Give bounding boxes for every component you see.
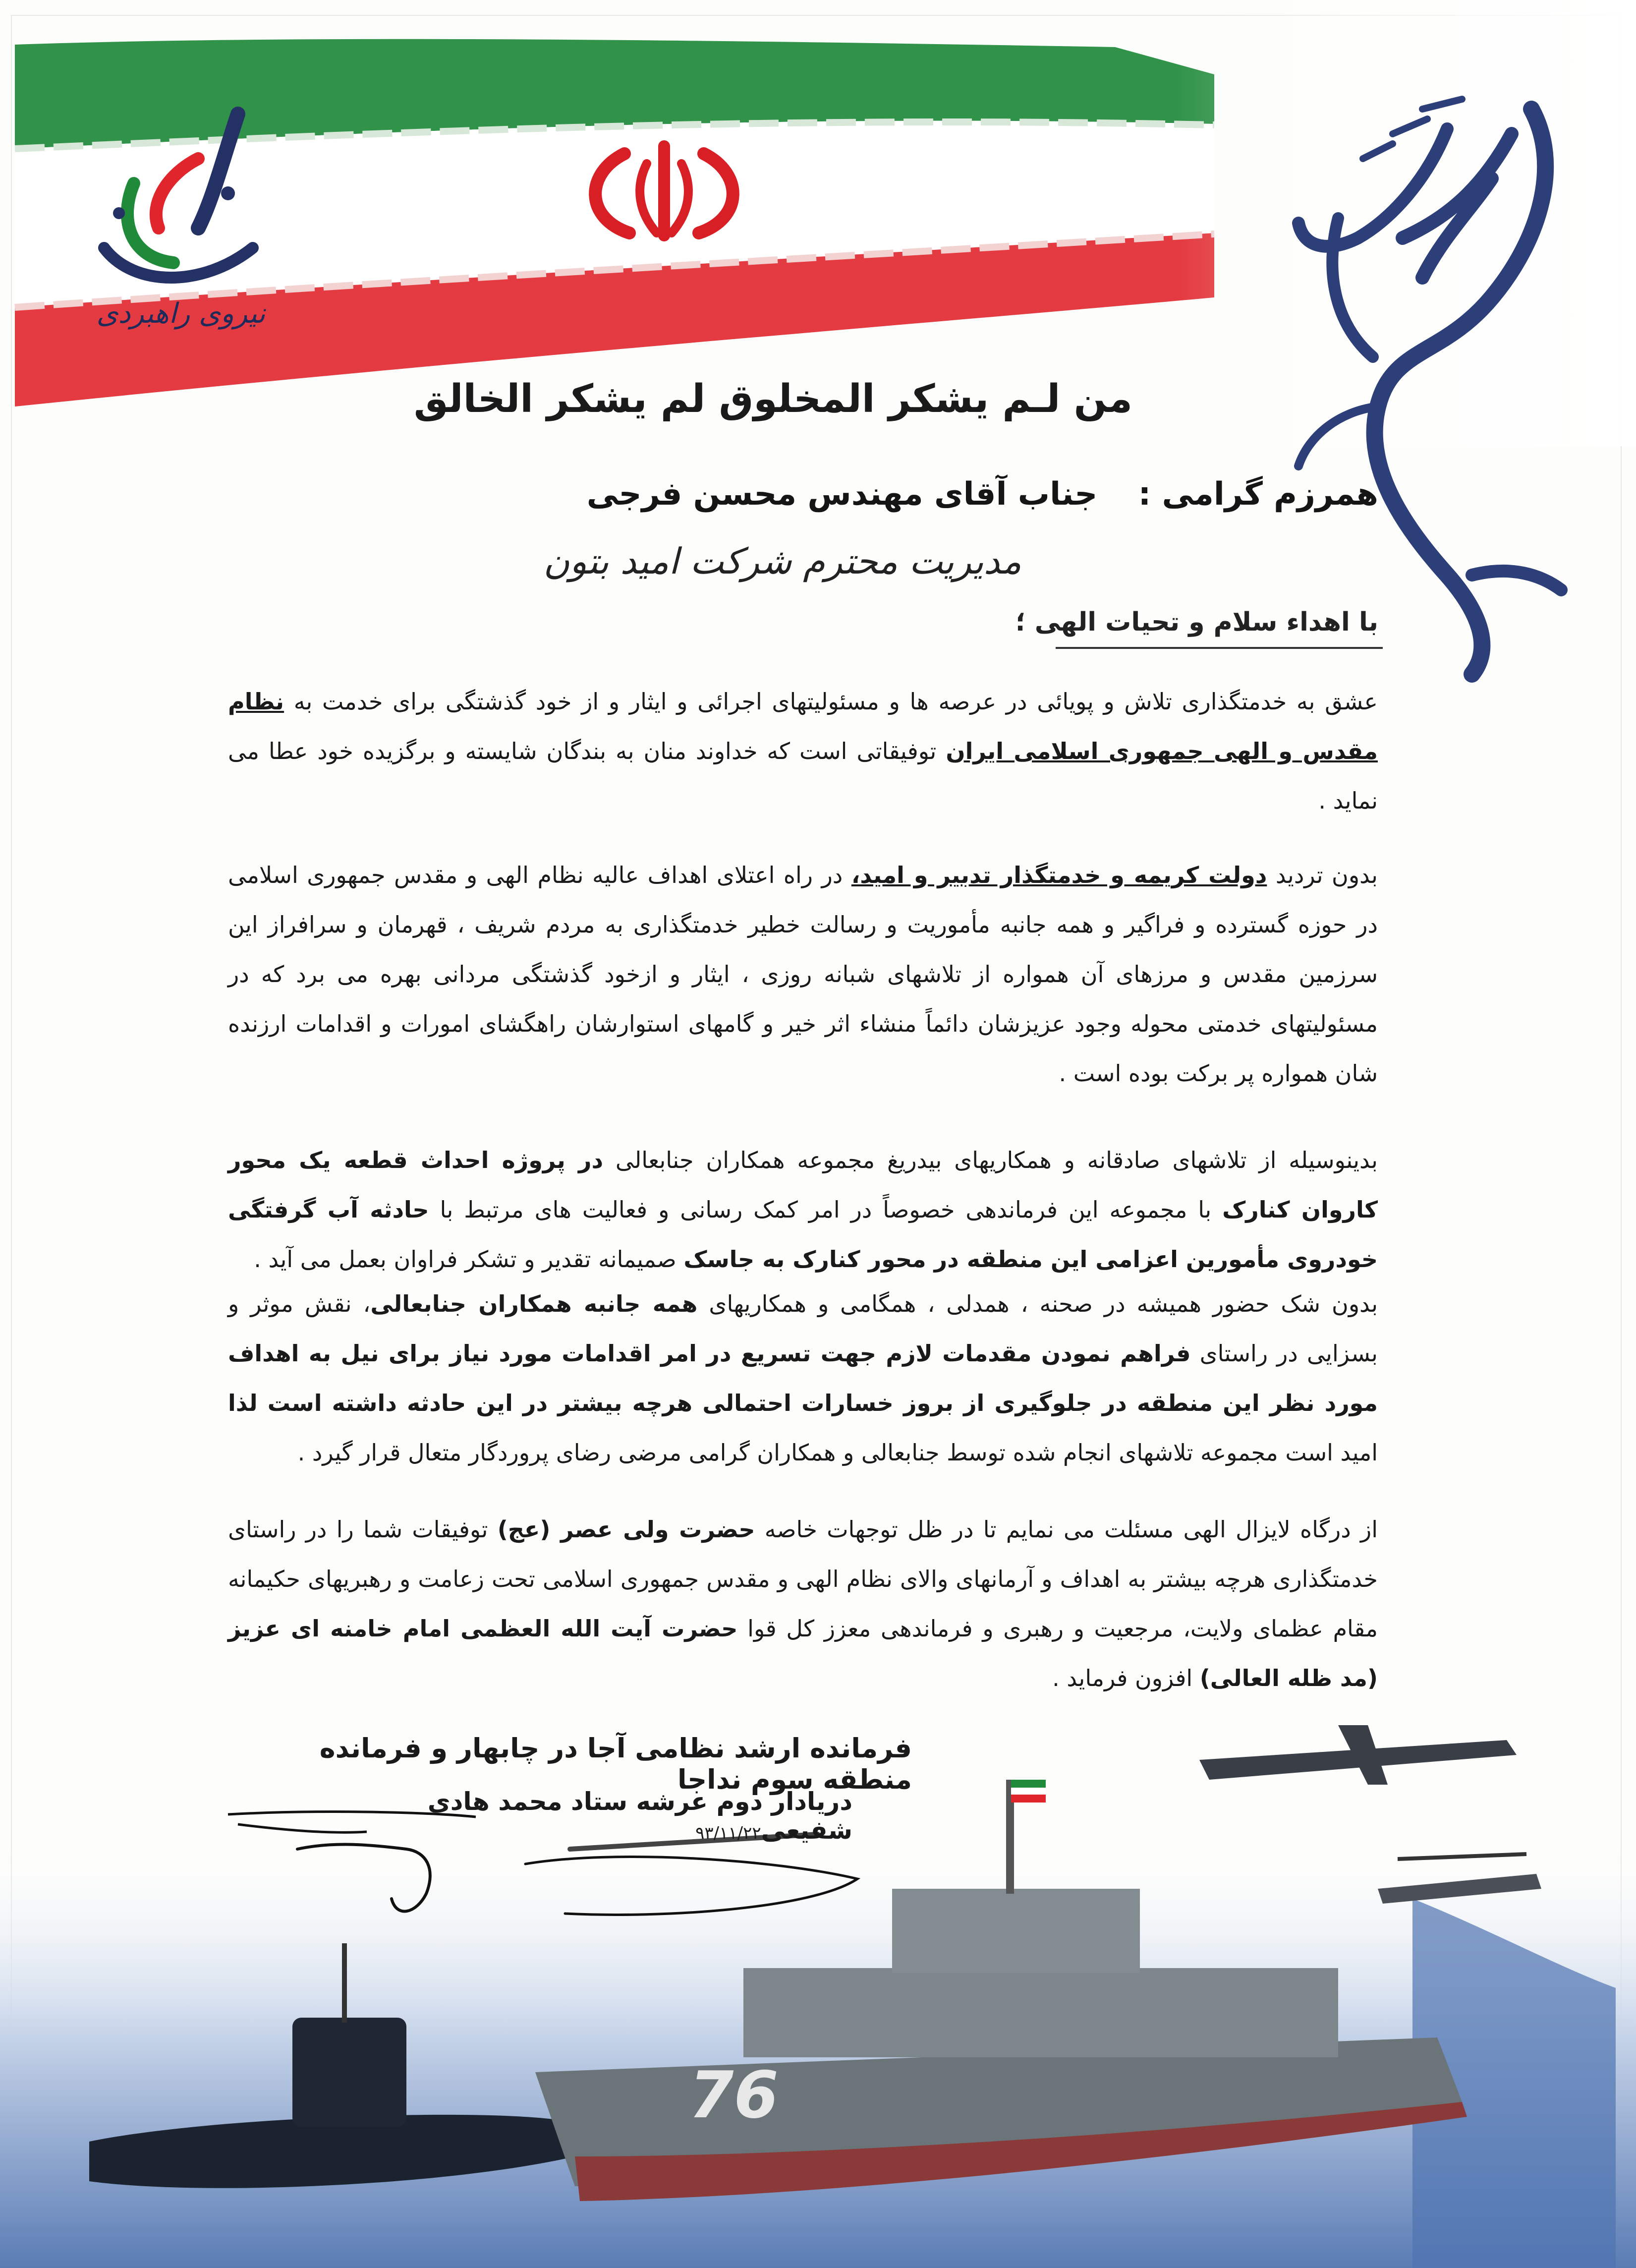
p3-text-a: بدینوسیله از تلاشهای صادقانه و همکاریهای بیدریغ مجموعه همکاران جنابعالی bbox=[603, 1147, 1378, 1173]
motto-heading: من لـم يشكر المخلوق لم يشكر الخالق bbox=[413, 377, 1133, 421]
paragraph-5 bbox=[228, 1505, 1378, 1703]
signature-date: ۹۳/۱۱/۲۲ bbox=[695, 1823, 761, 1843]
p3-text-bold-1: در پروژه احداث قطعه یک محور کاروان کنارک bbox=[228, 1147, 1378, 1223]
p4-text-bold-2: فراهم نمودن مقدمات لازم جهت تسریع در امر اقدامات مورد نیاز برای نیل به اهداف مورد نظر این منطقه در جلوگیری از بروز خسارات احتمالی هرچه بیشتر در این حادثه داشته است لذا bbox=[228, 1340, 1378, 1416]
p4-text-e: امید است مجموعه تلاشهای انجام شده توسط جنابعالی و همکاران گرامی مرضی رضای پروردگار متعال قرار گیرد . bbox=[297, 1439, 1378, 1466]
handwritten-signature-icon bbox=[218, 1795, 872, 1923]
basmala-calligraphy-icon bbox=[1214, 89, 1591, 684]
addressee-name: جناب آقای مهندس محسن فرجی bbox=[586, 476, 1098, 513]
p5-text-e: افزون فرماید . bbox=[1052, 1665, 1200, 1691]
signatory-title: فرمانده ارشد نظامی آجا در چابهار و فرمانده منطقه سوم نداجا bbox=[319, 1733, 912, 1795]
paragraph-3 bbox=[228, 1135, 1378, 1284]
addressee-title: مدیریت محترم شرکت امید بتون bbox=[543, 540, 1021, 582]
greeting: با اهداء سلام و تحیات الهی ؛ bbox=[1015, 607, 1378, 637]
p3-text-e: صمیمانه تقدیر و تشکر فراوان بعمل می آید . bbox=[254, 1246, 684, 1273]
paragraph-1 bbox=[228, 677, 1378, 825]
p5-text-c: توفیقات شما را در راستای خدمتگذاری هرچه بیشتر به اهداف و آرمانهای والای نظام الهی و مقدس جمهوری اسلامی تحت زعامت و رهبریهای حکیمانه مقام عظمای ولایت، مرجعیت و رهبری و فرماندهی معزز کل قوا bbox=[228, 1516, 1378, 1642]
p2-text-a: بدون تردید bbox=[1267, 862, 1378, 888]
paragraph-4 bbox=[228, 1279, 1378, 1477]
p4-text-bold-1: همه جانبه همکاران جنابعالی bbox=[370, 1290, 698, 1317]
p5-text-a: از درگاه لایزال الهی مسئلت می نمایم تا در ظل توجهات خاصه bbox=[755, 1516, 1378, 1543]
signatory-name: دریادار دوم عرشه ستاد محمد هادی شفیعی bbox=[427, 1787, 852, 1845]
navy-logo-subtext: نیروی راهبردی bbox=[96, 297, 266, 330]
paragraph-2 bbox=[228, 850, 1378, 1098]
p4-text-c: ، نقش موثر و بسزایی در راستای bbox=[228, 1290, 1378, 1367]
p3-text-bold-2: حادثه آب گرفتگی خودروی مأمورین اعزامی این منطقه در محور کنارک به جاسک bbox=[228, 1196, 1378, 1273]
addressee-line bbox=[338, 476, 1378, 513]
p1-text-a: عشق به خدمتگذاری تلاش و پویائی در عرصه ها و مسئولیتهای اجرائی و ایثار و از خود گذشتگی برای خدمت به bbox=[284, 688, 1378, 715]
greeting-underline bbox=[1056, 647, 1383, 649]
p1-text-bold: نظام مقدس و الهی جمهوری اسلامی ایران bbox=[228, 688, 1378, 764]
p1-text-c: توفیقاتی است که خداوند منان به بندگان شایسته و برگزیده خود عطا می نماید . bbox=[228, 738, 1378, 814]
iran-emblem-icon bbox=[565, 134, 763, 248]
p5-text-bold-2: حضرت آیت الله العظمی امام خامنه ای عزیز (مد ظله العالی) bbox=[228, 1615, 1378, 1691]
ship-hull-number: 76 bbox=[689, 2057, 779, 2133]
addressee-label: همرزم گرامی : bbox=[1138, 476, 1378, 513]
p2-text-c: در راه اعتلای اهداف عالیه نظام الهی و مقدس جمهوری اسلامی در حوزه گسترده و فراگیر و همه جانبه مأموریت و رسالت خطیر خدمتگذاری به مردم شریف ، قهرمان و سرافراز این سرزمین مقدس و مرزهای آن همواره از تلاشهای شبانه روزی ، ایثار و ازخود گذشتگی مردانی بهره می برد که در مسئولیتهای خدمتی محوله وجود عزیزشان دائماً منشاء اثر خیر و گامهای استوارشان راهگشای امورات و اقدامات ارزنده شان همواره پر برکت بوده است . bbox=[228, 862, 1378, 1087]
p3-text-c: با مجموعه این فرماندهی خصوصاً در امر کمک رسانی و فعالیت های مرتبط با bbox=[429, 1196, 1223, 1223]
p5-text-bold-1: حضرت ولی عصر (عج) bbox=[497, 1516, 755, 1543]
p4-text-a: بدون شک حضور همیشه در صحنه ، همدلی ، همگامی و همکاریهای bbox=[697, 1290, 1378, 1317]
p2-text-bold: دولت کریمه و خدمتگذار تدبیر و امید، bbox=[851, 862, 1267, 888]
